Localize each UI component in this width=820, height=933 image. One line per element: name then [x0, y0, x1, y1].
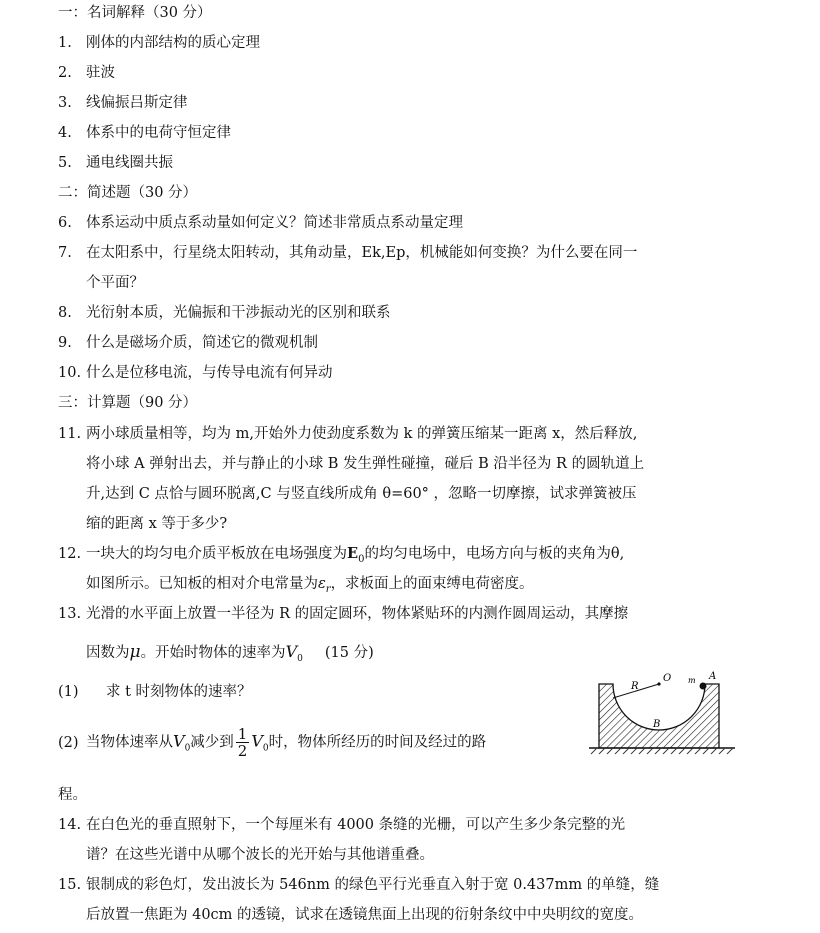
question-15: 15. 银制成的彩色灯，发出波长为 546nm 的绿色平行光垂直入射于宽 0.437mm 的单缝，缝: [58, 877, 660, 893]
section3-header: 三：计算题（90 分）: [58, 395, 198, 411]
question-14-cont: 谱？在这些光谱中从哪个波长的光开始与其他谱重叠。: [86, 847, 434, 863]
question-8: 8. 光衍射本质，光偏振和干涉振动光的区别和联系: [58, 305, 391, 321]
question-7: 7. 在太阳系中，行星绕太阳转动，其角动量，Ek,Ep，机械能如何变换？为什么要在同一: [58, 245, 638, 261]
question-14: 14. 在白色光的垂直照射下，一个每厘米有 4000 条缝的光栅，可以产生多少条完整的光: [58, 817, 626, 833]
ring-figure: [585, 670, 745, 780]
question-11: 11. 两小球质量相等，均为 m,开始外力使劲度系数为 k 的弹簧压缩某一距离 x，然后释放,: [58, 426, 638, 442]
question-11-cont: 升,达到 C 点恰与圆环脱离,C 与竖直线所成角 θ=60° ，忽略一切摩擦，试求弹簧被压: [86, 486, 637, 502]
list-item: 3. 线偏振吕斯定律: [58, 95, 188, 111]
question-13-part2-cont: 程。: [58, 787, 87, 803]
question-12-cont: 如图所示。已知板的相对介电常量为$\varepsilon_r$，求板面上的面束缚电荷密度。: [86, 576, 534, 595]
list-item: 5. 通电线圈共振: [58, 155, 173, 171]
question-7-cont: 个平面？: [86, 275, 144, 291]
svg-text:R: R: [631, 681, 639, 692]
center-point: [657, 682, 660, 685]
question-13-part1: (1) 求 t 时刻物体的速率？: [58, 684, 252, 700]
question-13-part2: (2) 当物体速率从$V_0$减少到 $\frac{1}{2}$ $V_0$时，物体所经历的时间及经过的路: [58, 725, 487, 760]
question-13-cont: 因数为μ。开始时物体的速率为$V_0$ (15 分): [86, 642, 374, 664]
question-11-cont: 将小球 A 弹射出去，并与静止的小球 B 发生弹性碰撞，碰后 B 沿半径为 R 的圆轨道上: [86, 456, 645, 472]
list-item: 4. 体系中的电荷守恒定律: [58, 125, 231, 141]
section1-header: 一：名词解释（30 分）: [58, 5, 212, 21]
section2-header: 二：简述题（30 分）: [58, 185, 198, 201]
question-9: 9. 什么是磁场介质，简述它的微观机制: [58, 335, 318, 351]
question-6: 6. 体系运动中质点系动量如何定义？简述非常质点系动量定理: [58, 215, 463, 231]
ring-block: [599, 684, 719, 748]
svg-text:O: O: [663, 673, 672, 684]
svg-text:B: B: [653, 719, 661, 730]
question-15-cont: 后放置一焦距为 40cm 的透镜，试求在透镜焦面上出现的衍射条纹中中央明纹的宽度。: [86, 907, 644, 923]
question-10: 10. 什么是位移电流，与传导电流有何异动: [58, 365, 333, 381]
question-12: 12. 一块大的均匀电介质平板放在电场强度为$E_0$的均匀电场中，电场方向与板的夹角为θ,: [58, 545, 625, 565]
list-item: 2. 驻波: [58, 65, 115, 81]
svg-text:m: m: [688, 676, 696, 685]
question-11-cont: 缩的距离 x 等于多少?: [86, 516, 228, 532]
svg-text:A: A: [709, 671, 717, 682]
fraction-one-half: $\frac{1}{2}$: [237, 725, 248, 760]
list-item: 1. 刚体的内部结构的质心定理: [58, 35, 260, 51]
question-13: 13. 光滑的水平面上放置一半径为 R 的固定圆环，物体紧贴环的内测作圆周运动，其摩擦: [58, 606, 629, 622]
mass-dot: [700, 683, 707, 690]
